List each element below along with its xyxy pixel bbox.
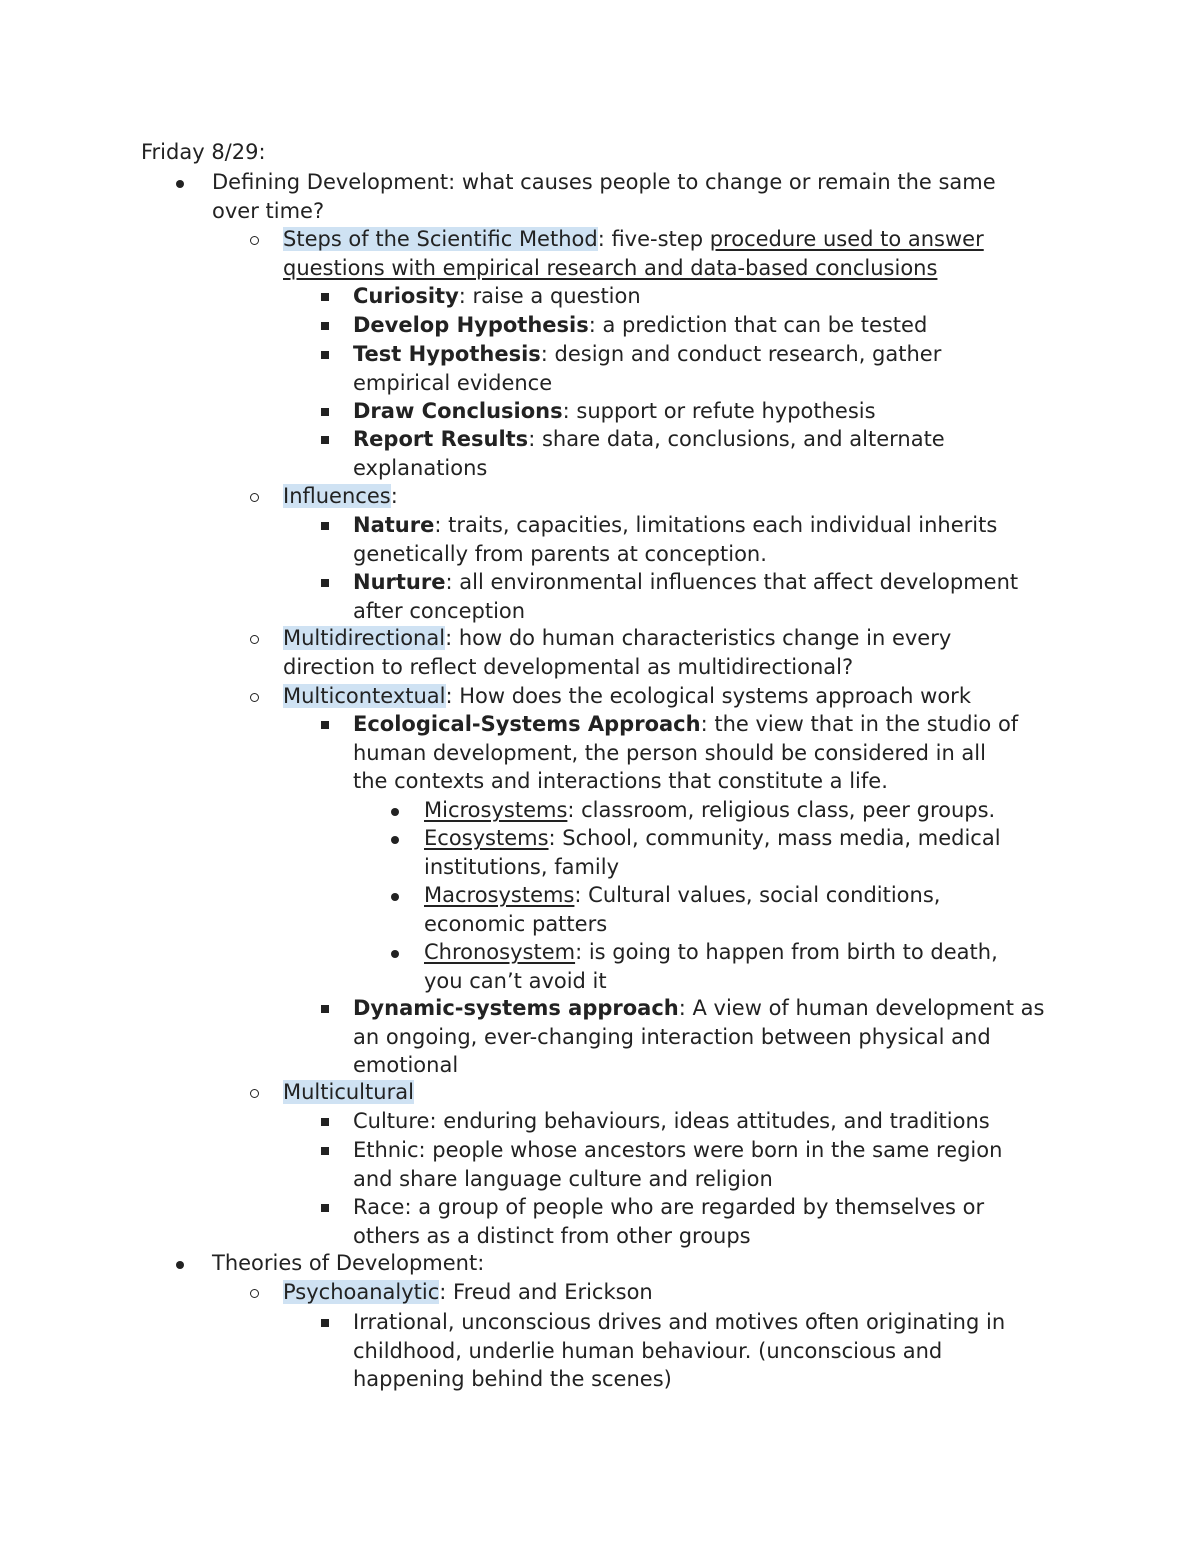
item-text: : is going to happen from birth to death,	[575, 940, 998, 964]
item-text: : raise a question	[458, 284, 641, 308]
item-text: : share data, conclusions, and alternate	[528, 427, 945, 451]
list-item-dynamic-systems	[353, 994, 1044, 1080]
bullet-square-icon	[321, 322, 329, 330]
item-text-line: human development, the person should be considered in all	[353, 740, 986, 765]
bullet-square-icon	[321, 293, 329, 301]
bullet-disc-icon	[176, 180, 184, 188]
item-text: : all environmental influences that affect development	[445, 570, 1019, 594]
item-text: : support or refute hypothesis	[562, 399, 876, 423]
bullet-disc-icon	[176, 1261, 184, 1269]
bold-term: Test Hypothesis	[353, 342, 541, 366]
underlined-term: Chronosystem	[424, 940, 576, 964]
item-text-line: Culture: enduring behaviours, ideas attitudes, and traditions	[353, 1109, 990, 1133]
list-item-ecological-systems	[353, 710, 1018, 796]
item-text-line: childhood, underlie human behaviour. (unconscious and	[353, 1338, 943, 1363]
item-text-line	[424, 824, 1001, 853]
item-text-line	[424, 938, 998, 967]
list-item-influences	[283, 482, 398, 511]
underlined-term: Microsystems	[424, 798, 568, 822]
underlined-text: procedure used to answer	[709, 227, 984, 251]
item-text-line: you can’t avoid it	[424, 968, 607, 993]
list-item-ecosystems	[424, 824, 1001, 881]
item-text: : classroom, religious class, peer groups.	[567, 798, 996, 822]
item-text: : Freud and Erickson	[439, 1280, 653, 1304]
item-text: : A view of human development as	[678, 996, 1045, 1020]
highlighted-term: Multidirectional	[283, 626, 446, 650]
item-text-line	[283, 225, 984, 254]
item-text-line	[424, 881, 940, 910]
item-text-line: an ongoing, ever-changing interaction between physical and	[353, 1024, 991, 1049]
item-text-line	[424, 796, 995, 825]
list-item-multicultural	[283, 1078, 414, 1107]
bold-term: Nature	[353, 513, 435, 537]
item-text-line	[283, 624, 951, 653]
list-item-ethnic	[353, 1136, 1002, 1193]
item-text: : School, community, mass media, medical	[548, 826, 1001, 850]
bullet-circle-icon	[250, 635, 259, 644]
item-text-line	[353, 340, 941, 369]
list-item-defining-development	[212, 168, 996, 225]
item-text-line: emotional	[353, 1053, 459, 1077]
item-text-line: Race: a group of people who are regarded by themselves or	[353, 1195, 985, 1219]
item-text-line	[353, 397, 876, 426]
bold-term: Draw Conclusions	[353, 399, 563, 423]
item-text-line	[353, 311, 927, 340]
bold-term: Curiosity	[353, 284, 459, 308]
item-text-line: after conception	[353, 598, 526, 623]
item-text-line	[283, 682, 971, 711]
list-item-scientific-method	[283, 225, 984, 282]
bullet-square-icon	[321, 1118, 329, 1126]
item-text: : a prediction that can be tested	[588, 313, 928, 337]
bullet-square-icon	[321, 436, 329, 444]
list-item-develop-hypothesis	[353, 311, 927, 340]
highlighted-term: Psychoanalytic	[283, 1280, 440, 1304]
item-text-line	[353, 511, 997, 540]
list-item-microsystems	[424, 796, 995, 825]
item-text: : design and conduct research, gather	[540, 342, 942, 366]
item-text-line: Theories of Development:	[212, 1251, 485, 1275]
list-item-culture	[353, 1107, 990, 1136]
item-text-line	[283, 482, 398, 511]
bullet-square-icon	[321, 721, 329, 729]
item-text-line: explanations	[353, 455, 488, 480]
bullet-circle-icon	[250, 236, 259, 245]
item-text-line: direction to reflect developmental as multidirectional?	[283, 654, 854, 679]
list-item-nurture	[353, 568, 1018, 625]
bullet-square-icon	[321, 522, 329, 530]
underlined-term: Ecosystems	[424, 826, 549, 850]
item-text-line: Defining Development: what causes people to change or remain the same	[212, 170, 996, 194]
highlighted-term: Multicontextual	[283, 684, 446, 708]
bullet-square-icon	[321, 1005, 329, 1013]
list-item-multicontextual	[283, 682, 971, 711]
list-item-report-results	[353, 425, 945, 482]
page-title: Friday 8/29:	[141, 140, 266, 164]
list-item-chronosystem	[424, 938, 998, 995]
item-text: : five-step	[597, 227, 710, 251]
bullet-circle-icon	[250, 693, 259, 702]
item-text-line	[353, 710, 1018, 739]
item-text: :	[390, 484, 398, 508]
bullet-square-icon	[321, 1204, 329, 1212]
item-text: : how do human characteristics change in every	[445, 626, 952, 650]
item-text-line	[353, 282, 641, 311]
list-item-multidirectional	[283, 624, 951, 681]
item-text-line	[283, 1278, 653, 1307]
item-text: : the view that in the studio of	[700, 712, 1019, 736]
list-item-curiosity	[353, 282, 641, 311]
bullet-square-icon	[321, 1147, 329, 1155]
item-text: : Cultural values, social conditions,	[574, 883, 941, 907]
underlined-term: Macrosystems	[424, 883, 575, 907]
item-text-line	[283, 1078, 414, 1107]
item-text-line	[353, 994, 1044, 1023]
item-text-line: genetically from parents at conception.	[353, 541, 767, 566]
bullet-square-icon	[321, 1319, 329, 1327]
bullet-square-icon	[321, 579, 329, 587]
item-text-line	[353, 425, 945, 454]
bullet-square-icon	[321, 351, 329, 359]
item-text-line	[353, 568, 1018, 597]
bullet-disc-icon	[391, 808, 399, 816]
bold-term: Dynamic-systems approach	[353, 996, 679, 1020]
bold-term: Report Results	[353, 427, 529, 451]
bullet-circle-icon	[250, 493, 259, 502]
item-text-line: Ethnic: people whose ancestors were born in the same region	[353, 1138, 1003, 1162]
bullet-circle-icon	[250, 1089, 259, 1098]
bullet-circle-icon	[250, 1289, 259, 1298]
item-text-line: institutions, family	[424, 854, 620, 879]
item-text-line: the contexts and interactions that constitute a life.	[353, 769, 888, 793]
list-item-theories	[212, 1249, 484, 1278]
list-item-psychoanalytic	[283, 1278, 653, 1307]
bullet-disc-icon	[391, 950, 399, 958]
highlighted-term: Multicultural	[283, 1080, 414, 1104]
item-text-line: empirical evidence	[353, 370, 553, 395]
bullet-disc-icon	[391, 893, 399, 901]
item-text-line: economic patters	[424, 911, 608, 936]
list-item-macrosystems	[424, 881, 940, 938]
bold-term: Develop Hypothesis	[353, 313, 589, 337]
list-item-nature	[353, 511, 997, 568]
item-text-line: happening behind the scenes)	[353, 1367, 672, 1391]
item-text-line: Irrational, unconscious drives and motives often originating in	[353, 1310, 1006, 1334]
list-item-race	[353, 1193, 984, 1250]
highlighted-term: Influences	[283, 484, 391, 508]
item-text: : traits, capacities, limitations each individual inherits	[434, 513, 998, 537]
list-item-irrational-drives	[353, 1308, 1005, 1394]
bullet-square-icon	[321, 408, 329, 416]
item-text-line: over time?	[212, 198, 325, 223]
bold-term: Ecological-Systems Approach	[353, 712, 701, 736]
item-text-line: and share language culture and religion	[353, 1166, 773, 1191]
bullet-disc-icon	[391, 836, 399, 844]
item-text-line: others as a distinct from other groups	[353, 1223, 751, 1248]
underlined-text: questions with empirical research and data-based conclusions	[283, 255, 938, 280]
item-text: : How does the ecological systems approach work	[445, 684, 971, 708]
list-item-draw-conclusions	[353, 397, 876, 426]
highlighted-term: Steps of the Scientific Method	[283, 227, 598, 251]
bold-term: Nurture	[353, 570, 446, 594]
list-item-test-hypothesis	[353, 340, 941, 397]
